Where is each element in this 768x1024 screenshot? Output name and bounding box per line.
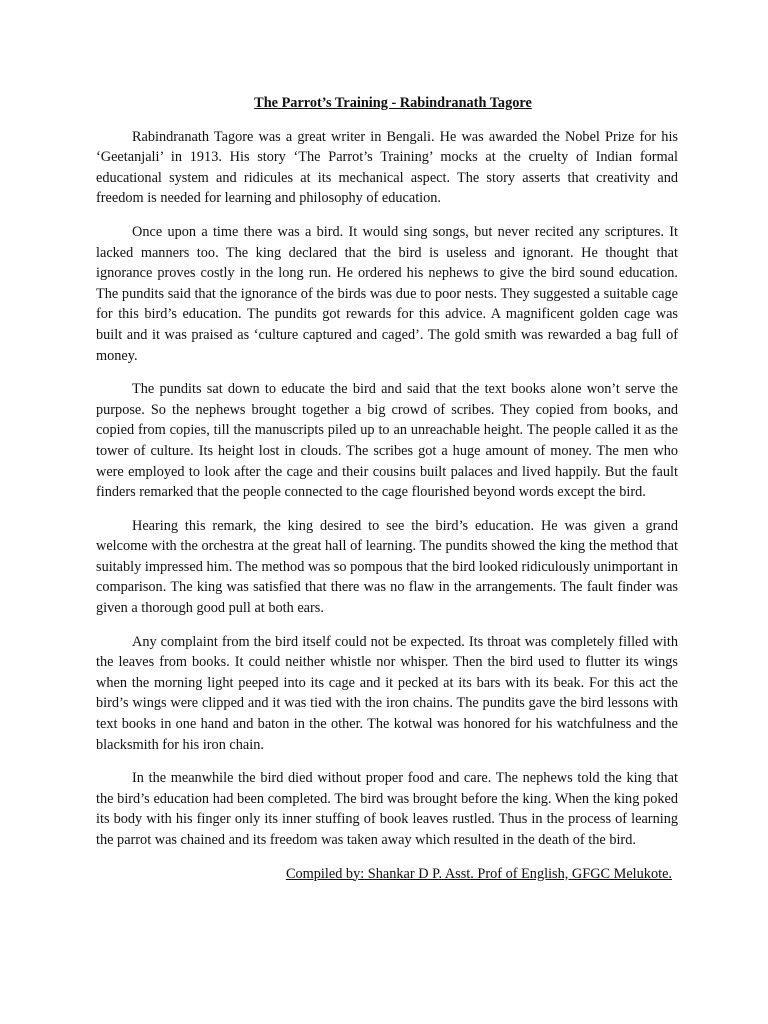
document-title: The Parrot’s Training - Rabindranath Tagore xyxy=(254,95,532,111)
compiler-credit: Compiled by: Shankar D P. Asst. Prof of English, GFGC Melukote. xyxy=(285,865,672,882)
paragraph-education-setup: The pundits sat down to educate the bird and said that the text books alone won’t serve the purpose. So the nephews brought together a big crowd of scribes. They copied from books, and copied from copies, till the manuscripts piled up to an unreachable height. The people called it as the tower of culture. Its height lost in clouds. The scribes got a huge amount of money. The men who were employed to look after the cage and their cousins built palaces and lived happily. But the fault finders remarked that the people connected to the cage flourished beyond words except the bird. xyxy=(96,381,678,501)
paragraph-bird-punishment: Any complaint from the bird itself could not be expected. Its throat was completely filled with the leaves from books. It could neither whistle nor whisper. Then the bird used to flutter its wings when the morning light peeped into its cage and it pecked at its bars with its beak. For this act the bird’s wings were clipped and it was tied with the iron chains. The pundits gave the bird lessons with text books in one hand and baton in the other. The kotwal was honored for his watchfulness and the blacksmith for his iron chain. xyxy=(96,633,678,753)
paragraph-bird-death: In the meanwhile the bird died without proper food and care. The nephews told the king that the bird’s education had been completed. The bird was brought before the king. When the king poked its body with his finger only its inner stuffing of book leaves rustled. Thus in the process of learning the parrot was chained and its freedom was taken away which resulted in the death of the bird. xyxy=(96,770,678,848)
paragraph-intro: Rabindranath Tagore was a great writer in Bengali. He was awarded the Nobel Prize for his ‘Geetanjali’ in 1913. His story ‘The Parrot’s Training’ mocks at the cruelty of Indian formal educational system and ridicules at its mechanical aspect. The story asserts that creativity and freedom is needed for learning and philosophy of education. xyxy=(96,128,678,207)
paragraph-king-visit: Hearing this remark, the king desired to see the bird’s education. He was given a grand welcome with the orchestra at the great hall of learning. The pundits showed the king the method that suitably impressed him. The method was so pompous that the bird looked ridiculously unimportant in comparison. The king was satisfied that there was no flaw in the arrangements. The fault finder was given a thorough good pull at both ears. xyxy=(96,517,678,617)
document-body xyxy=(96,93,678,884)
paragraph-story-beginning: Once upon a time there was a bird. It would sing songs, but never recited any scriptures. It lacked manners too. The king declared that the bird is useless and ignorant. He thought that ignorance proves costly in the long run. He ordered his nephews to give the bird sound education. The pundits said that the ignorance of the birds was due to poor nests. They suggested a suitable cage for this bird’s education. The pundits got rewards for this advice. A magnificent golden cage was built and it was praised as ‘culture captured and caged’. The gold smith was rewarded a bag full of money. xyxy=(96,223,678,364)
